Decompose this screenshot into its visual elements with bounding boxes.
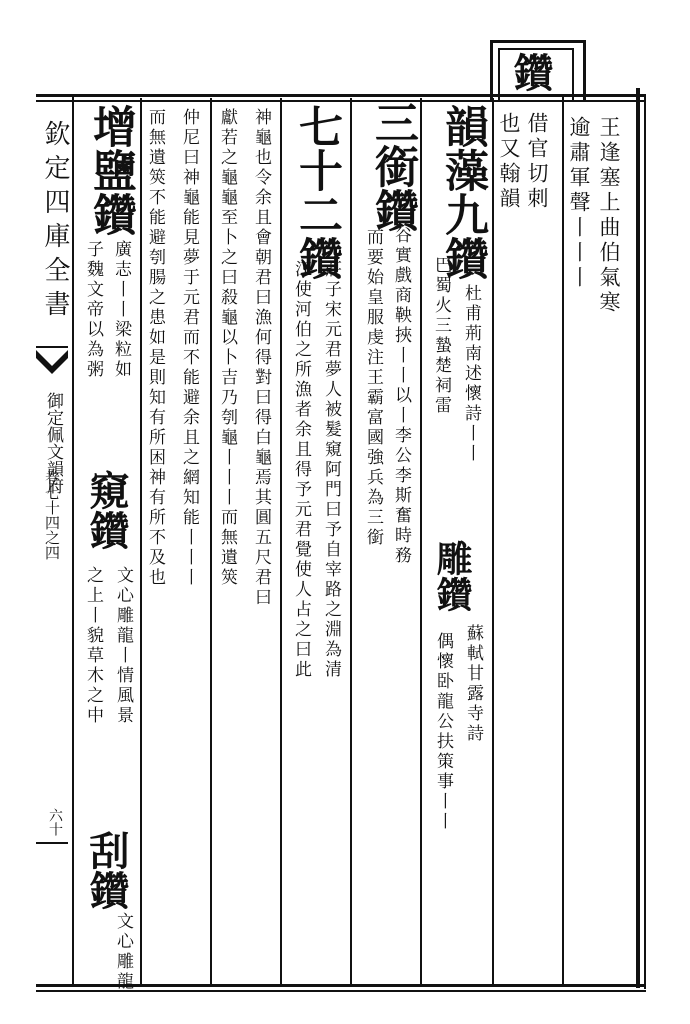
annotation: 蘇軾甘露寺詩 <box>463 624 483 744</box>
annotation: 廣志丨丨梁粒如 <box>111 240 131 380</box>
entry-heading: 三銜鑽 <box>367 100 418 232</box>
entry-heading: 刮鑽 <box>83 830 130 910</box>
column-rule <box>350 98 352 986</box>
text-column: 也又翰韻 <box>497 112 521 212</box>
frame-top-border <box>36 94 644 97</box>
annotation: 子魏文帝以為粥 <box>83 240 103 380</box>
text-column: 借官切刺 <box>525 112 549 212</box>
entry-heading: 增鹽鑽 <box>85 104 136 236</box>
volume-label: 卷七十四之四 <box>43 470 61 560</box>
text-column: 神龜也令余且會朝君曰漁何得對曰得白龜焉其圓五尺君曰 <box>251 108 271 608</box>
text-column: 仲尼曰神龜能見夢于元君而不能避余且之網知能丨丨丨 <box>179 108 199 588</box>
book-title: 欽定四庫全書 <box>40 120 70 324</box>
annotation: 巴蜀火三蟄楚祠雷 <box>431 256 451 416</box>
margin-divider <box>36 842 68 844</box>
annotation: 而要始皇服虔注王霸富國強兵為三銜 <box>363 228 383 548</box>
annotation: 杜甫荊南述懷詩丨丨 <box>461 284 481 464</box>
column-rule <box>210 98 212 986</box>
annotation: 之上丨貌草木之中 <box>83 566 103 726</box>
column-rule <box>420 98 422 986</box>
frame-right-border <box>636 88 640 988</box>
head-character: 鑽 <box>507 52 554 92</box>
annotation: 谷實戲商鞅挾丨丨以丨李公李斯奮時務 <box>391 226 411 566</box>
text-column: 王逢塞上曲伯氣寒 <box>597 116 621 316</box>
entry-heading: 窺鑽 <box>83 470 130 550</box>
fish-tail-mark-icon <box>36 348 68 376</box>
entry-heading: 雕鑽 <box>431 540 473 612</box>
text-column: 逾肅軍聲丨丨丨 <box>567 116 591 291</box>
column-rule <box>140 98 142 986</box>
frame-right-border-inner <box>644 94 646 989</box>
text-column: 獻若之龜龜至卜之曰殺龜以卜吉乃刳龜丨丨丨而無遺筴 <box>217 108 237 588</box>
annotation: 文心雕龍丨情風景 <box>113 566 133 726</box>
column-rule <box>492 98 494 986</box>
text-column: 而無遺筴不能避刳腸之患如是則知有所困神有所不及也 <box>145 108 165 588</box>
column-rule <box>280 98 282 986</box>
frame-top-border-inner <box>36 100 646 102</box>
book-subtitle: 御定佩文韻府 <box>43 392 63 494</box>
entry-heading: 七十二鑽 <box>291 104 342 280</box>
annotation: 文心雕龍 <box>113 912 133 992</box>
annotation: 莊子宋元君夢人被髮窺阿門曰予自宰路之淵為清 <box>321 260 341 680</box>
column-rule <box>562 94 564 986</box>
annotation: 偶懷卧龍公扶策事丨丨 <box>433 632 453 832</box>
page-number: 六十 <box>47 808 63 836</box>
entry-heading: 韻藻九鑽 <box>437 104 488 280</box>
annotation: 江使河伯之所漁者余且得予元君覺使人占之曰此 <box>291 260 311 680</box>
column-rule <box>72 94 74 986</box>
